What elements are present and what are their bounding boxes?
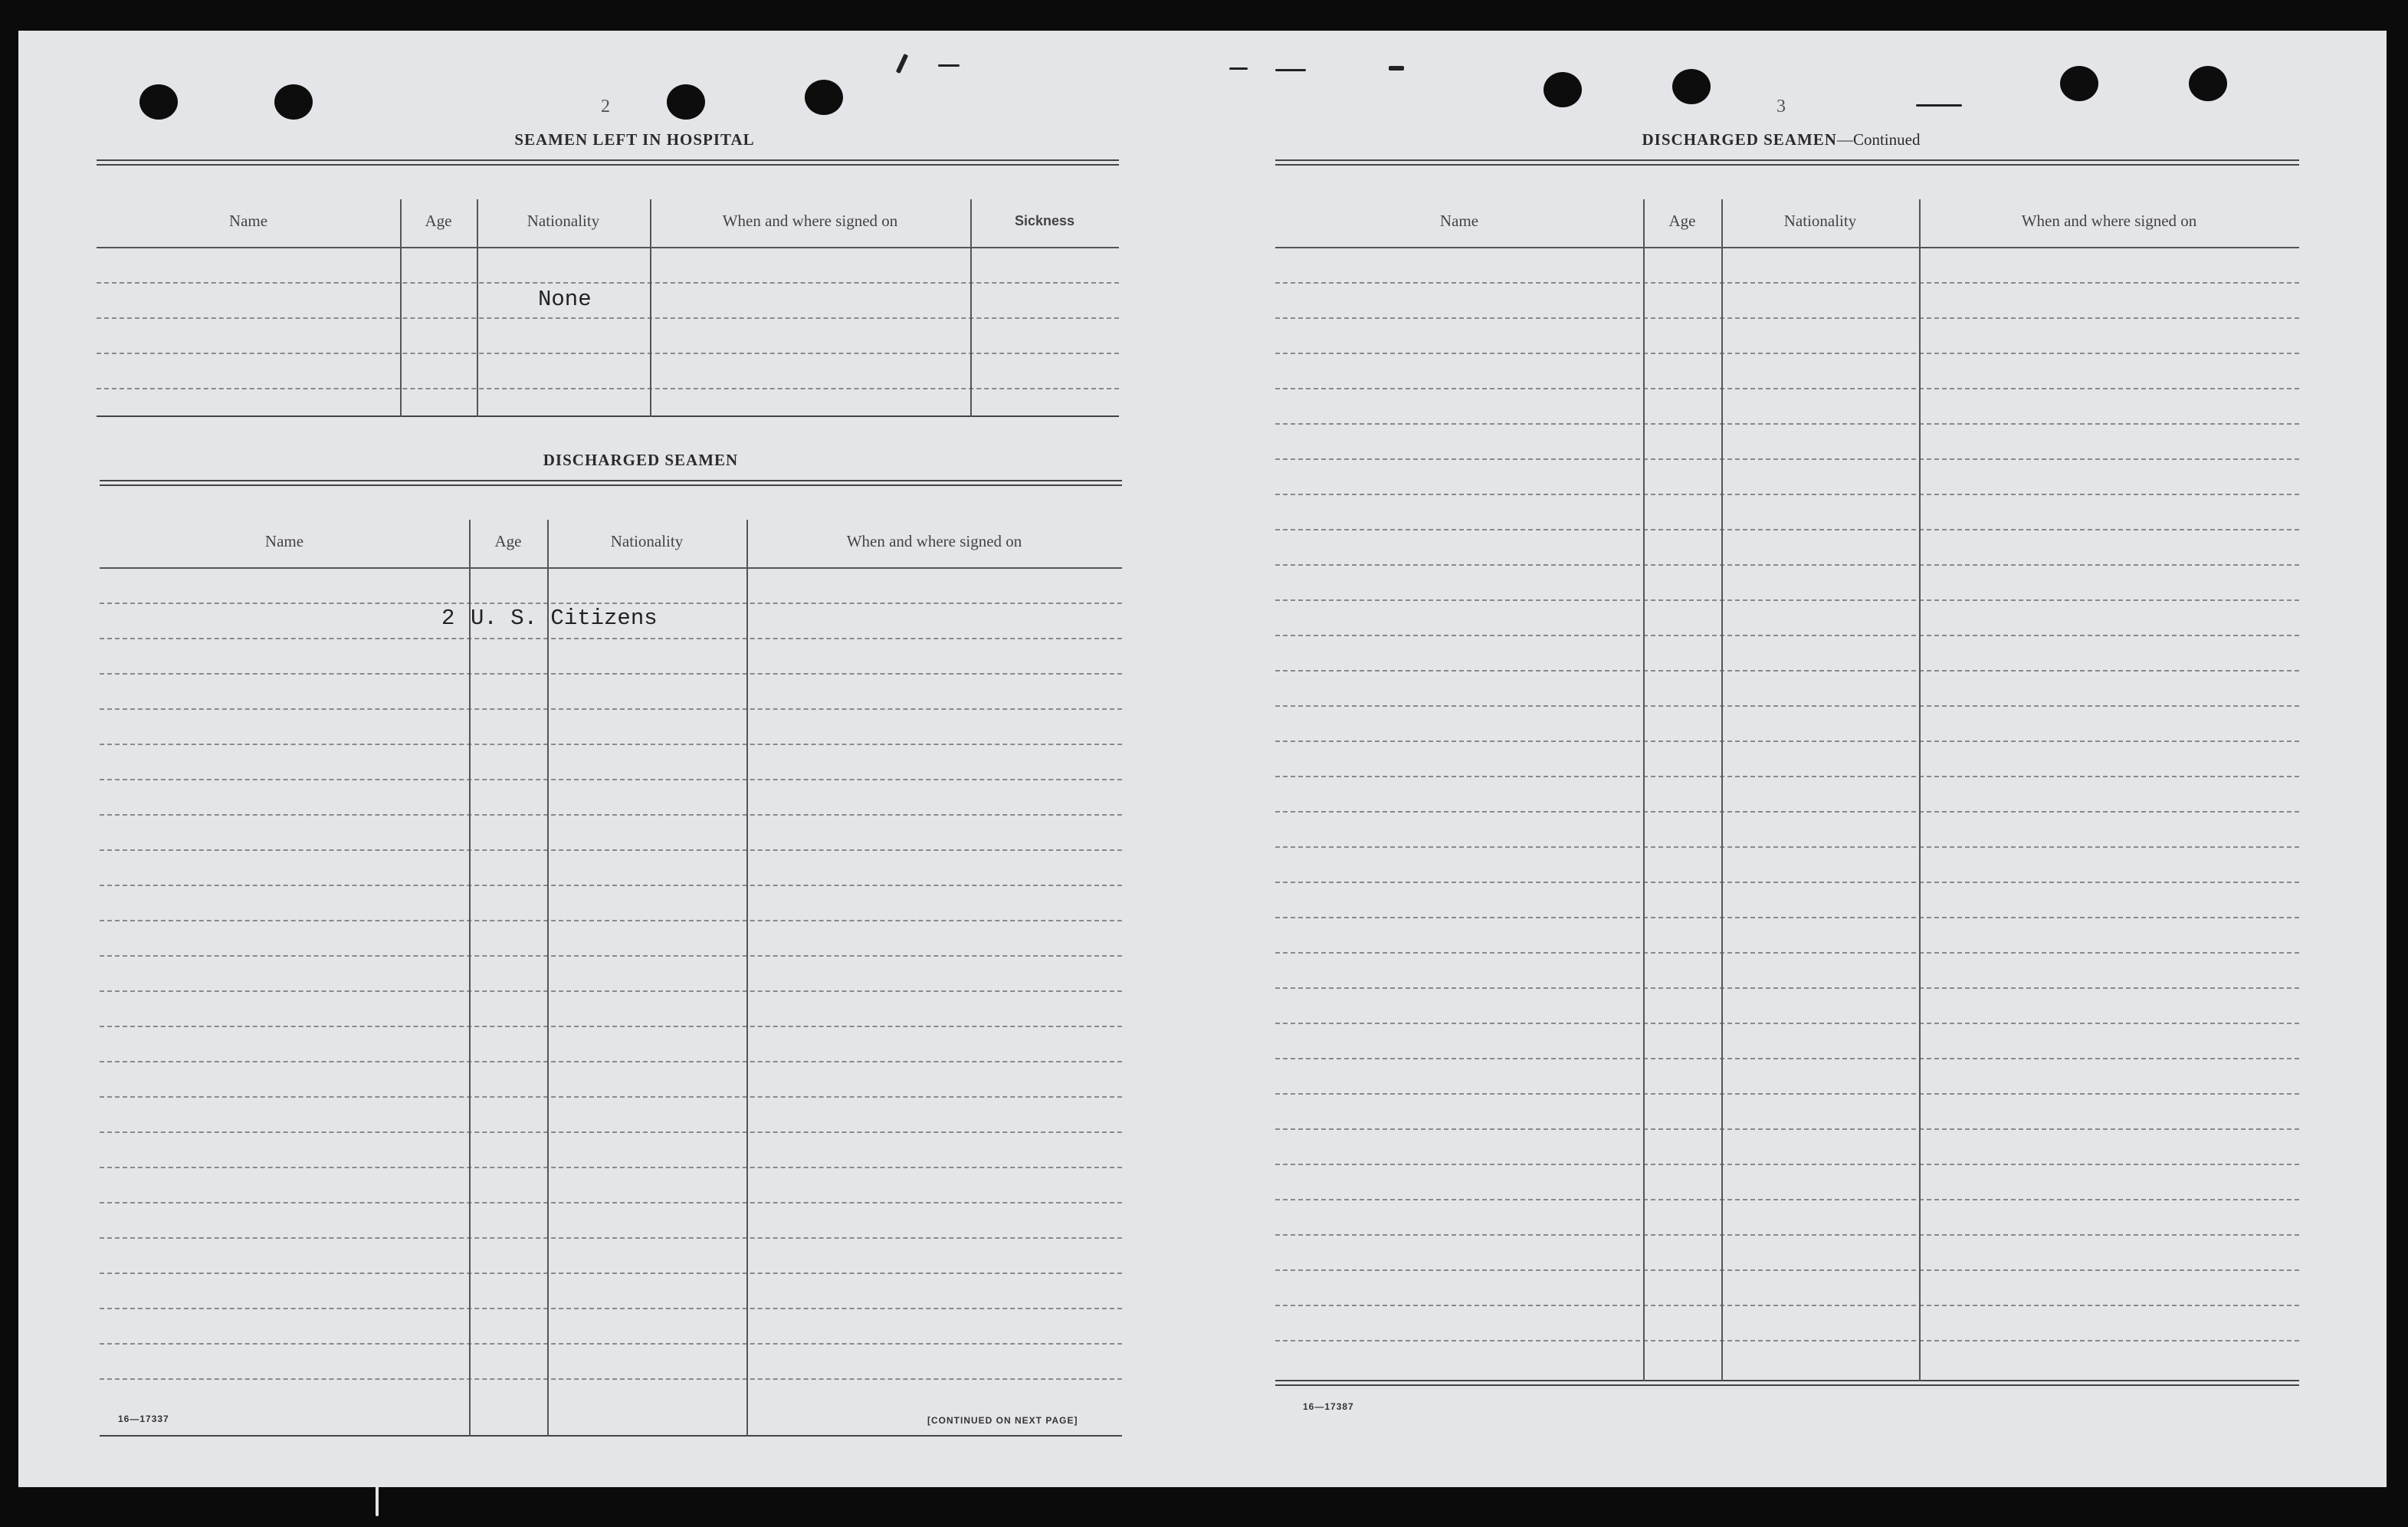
- ink-mark: [1916, 104, 1962, 107]
- discharged-continued-title: [1513, 130, 2049, 149]
- ink-mark: [1389, 66, 1404, 71]
- hospital-table: [97, 159, 1119, 417]
- discharged-entry-count: 2: [441, 606, 455, 631]
- ink-mark: [1275, 69, 1306, 71]
- discharged-entry-text: U. S. Citizens: [471, 606, 658, 631]
- punch-hole: [2060, 66, 2098, 101]
- ink-mark: [896, 54, 908, 74]
- column-header-age: Age: [425, 212, 452, 230]
- page-number-right: 3: [1776, 97, 1786, 117]
- punch-hole: [139, 84, 178, 120]
- discharged-table-right: [1275, 159, 2299, 1426]
- punch-hole: [667, 84, 705, 120]
- title-main: DISCHARGED SEAMEN: [1642, 130, 1837, 149]
- column-header-name: Name: [264, 532, 304, 550]
- column-header-signed-on: When and where signed on: [2021, 212, 2197, 230]
- column-header-age: Age: [494, 532, 522, 550]
- column-header-age: Age: [1668, 212, 1696, 230]
- column-header-nationality: Nationality: [1783, 212, 1857, 230]
- continued-note: [CONTINUED ON NEXT PAGE]: [927, 1415, 1078, 1426]
- ink-mark: [938, 64, 960, 67]
- page-number-left: 2: [601, 97, 610, 117]
- punch-hole: [2189, 66, 2227, 101]
- hospital-section-title: SEAMEN LEFT IN HOSPITAL: [514, 130, 755, 149]
- edge-mark: [376, 1486, 379, 1516]
- punch-hole: [1672, 69, 1711, 104]
- column-header-name: Name: [1439, 212, 1479, 230]
- column-header-name: Name: [228, 212, 268, 230]
- discharged-section-title: DISCHARGED SEAMEN: [543, 451, 739, 469]
- form-number-left: 16—17337: [118, 1414, 169, 1424]
- column-header-nationality: Nationality: [527, 212, 600, 230]
- punch-hole: [1544, 72, 1582, 107]
- ink-mark: [1229, 67, 1248, 70]
- hospital-entry-nationality: None: [538, 287, 592, 312]
- column-header-sickness: Sickness: [1014, 213, 1075, 228]
- column-header-nationality: Nationality: [610, 532, 684, 550]
- form-number-right: 16—17387: [1303, 1401, 1354, 1412]
- column-header-signed-on: When and where signed on: [722, 212, 898, 230]
- title-continued: —Continued: [1836, 130, 1921, 149]
- punch-hole: [805, 80, 843, 115]
- punch-hole: [274, 84, 313, 120]
- column-header-signed-on: When and where signed on: [846, 532, 1022, 550]
- form-sheet: [18, 31, 2387, 1487]
- discharged-table-left: [100, 480, 1122, 1438]
